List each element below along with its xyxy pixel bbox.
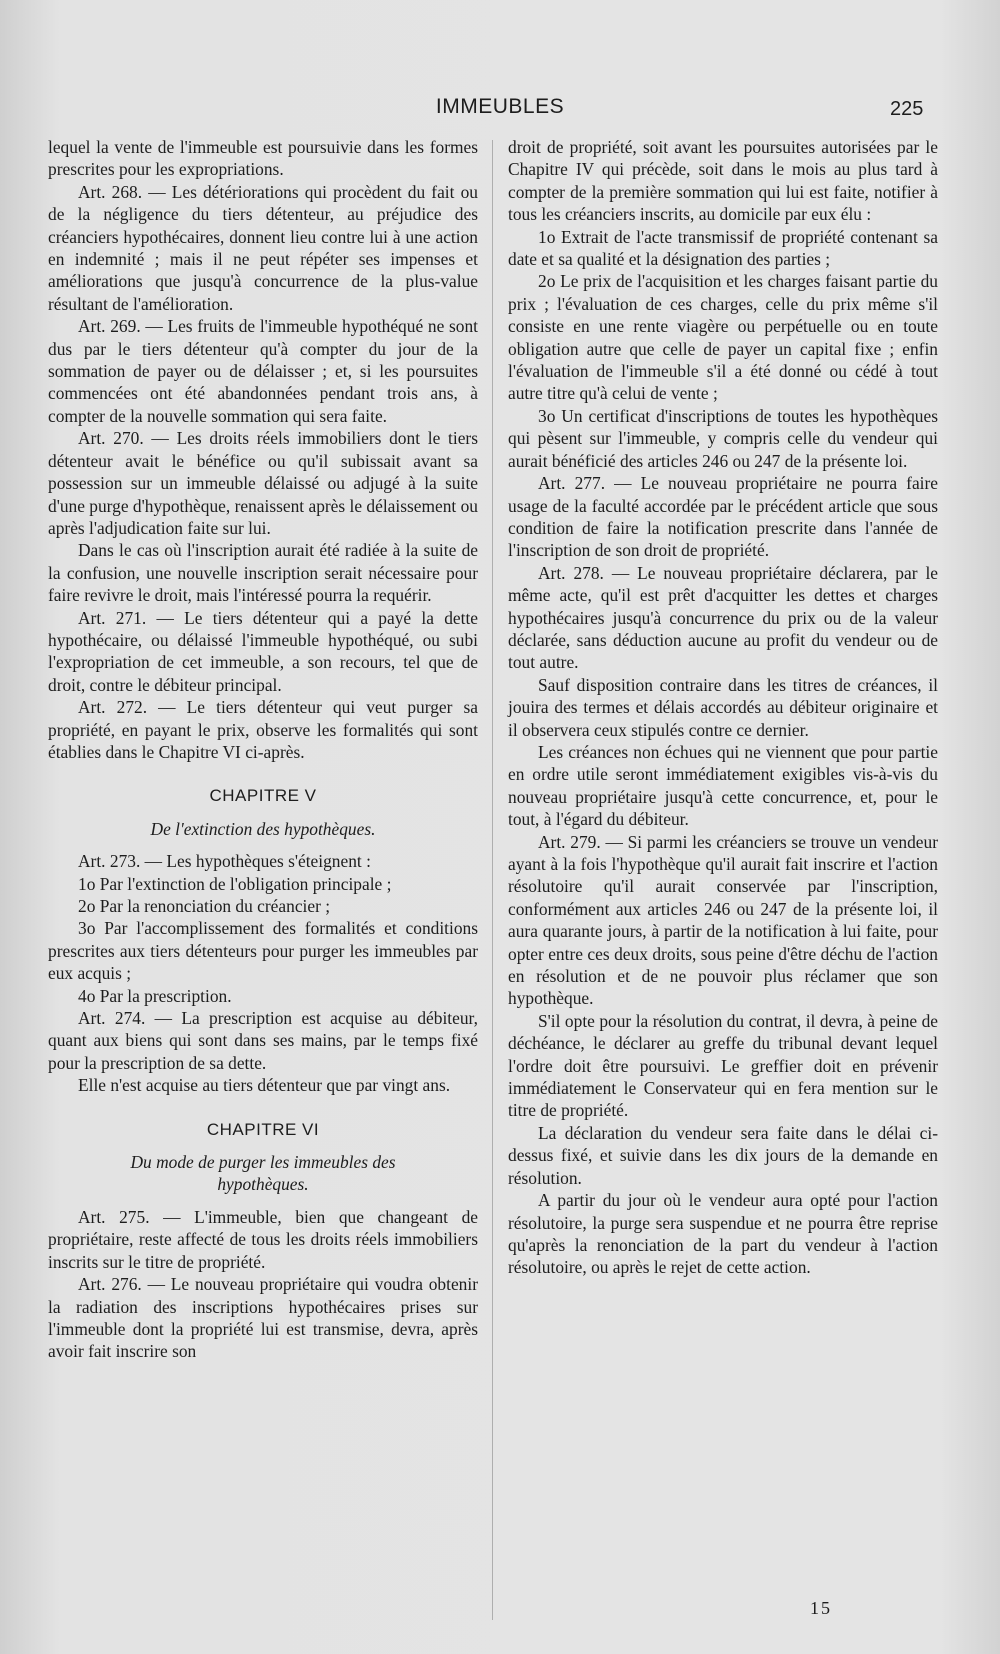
paragraph: Les créances non échues qui ne viennent que pour partie en ordre utile seront immédiatement exigibles vis-à-vis du nouveau propriétaire jusqu'à cette concurrence, et, pour le tout, à l'égard du débiteur. (508, 741, 938, 830)
paragraph: Art. 270. — Les droits réels immobiliers dont le tiers détenteur avait le bénéfice ou qu'il subissait avant sa possession sur un immeuble délaissé ou adjugé à la suite d'une purge d'hypothèque, renaissent après le délaissement ou après l'adjudication faite sur lui. (48, 428, 478, 538)
paragraph: 2o Le prix de l'acquisition et les charges faisant partie du prix ; l'évaluation de ces charges, celle du prix même s'il consiste en une rente viagère ou perpétuelle ou en toute obligation autre que celle de payer un capital fixe ; enfin l'évaluation de l'immeuble s'il a été donné ou cédé à tout autre titre qu'à celui de vente ; (508, 271, 938, 404)
chapter-heading: CHAPITRE VI (206, 1119, 320, 1139)
right-column (508, 136, 938, 1279)
paragraph: A partir du jour où le vendeur aura opté pour l'action résolutoire, la purge sera suspendue et ne pourra être reprise qu'après la renonciation de la part du vendeur à l'action résolutoire, ou après le rejet de cette action. (508, 1190, 938, 1278)
paragraph: 1o Extrait de l'acte transmissif de propriété contenant sa date et sa qualité et la désignation des parties ; (508, 226, 938, 270)
paragraph: S'il opte pour la résolution du contrat, il devra, à peine de déchéance, le déclarer au greffe du tribunal devant lequel l'ordre doit être poursuivi. Le greffier doit en prévenir immédiatement le Conservateur qui en fera mention sur le titre de propriété. (508, 1010, 938, 1121)
running-title: IMMEUBLES (435, 95, 565, 118)
paragraph: Art. 275. — L'immeuble, bien que changeant de propriétaire, reste affecté de tous les droits réels immobiliers inscrits sur le titre de propriété. (48, 1206, 478, 1272)
page-number: 225 (890, 98, 924, 120)
paragraph: 2o Par la renonciation du créancier ; (78, 896, 331, 916)
paragraph: 3o Un certificat d'inscriptions de toutes les hypothèques qui pèsent sur l'immeuble, y compris celle du vendeur qui aurait bénéficié des articles 246 ou 247 de la présente loi. (508, 405, 938, 471)
left-column (48, 136, 478, 1363)
paragraph: La déclaration du vendeur sera faite dans le délai ci-dessus fixé, et suivie dans les dix jours de la demande en résolution. (508, 1122, 938, 1188)
paragraph: Art. 268. — Les détériorations qui procèdent du fait ou de la négligence du tiers détenteur, au préjudice des créanciers hypothécaires, donnent lieu contre lui à une action en indemnité ; mais il ne peut répéter ses impenses et améliorations que jusqu'à concurrence de la plus-value résultant de l'amélioration. (48, 181, 478, 314)
chapter-heading: CHAPITRE V (209, 786, 317, 806)
paragraph: Art. 274. — La prescription est acquise au débiteur, quant aux biens qui sont dans ses mains, par le temps fixé pour la prescription de sa dette. (48, 1008, 478, 1073)
paragraph: 3o Par l'accomplissement des formalités et conditions prescrites aux tiers détenteurs pour purger les immeubles par eux acquis ; (48, 918, 478, 984)
paragraph: Art. 273. — Les hypothèques s'éteignent : (78, 851, 371, 872)
paragraph: Elle n'est acquise au tiers détenteur que par vingt ans. (78, 1075, 451, 1096)
column-divider (492, 140, 493, 1620)
paragraph: Dans le cas où l'inscription aurait été radiée à la suite de la confusion, une nouvelle inscription serait nécessaire pour faire revivre le droit, mais l'intéressé pourra la requérir. (48, 540, 478, 606)
paragraph-continuation: droit de propriété, soit avant les poursuites autorisées par le Chapitre IV qui précède, soit dans le mois au plus tard à compter de la première sommation qui lui est faite, notifier à tous les créanciers inscrits, au domicile par eux élu : (508, 137, 938, 225)
paragraph: 4o Par la prescription. (78, 985, 232, 1006)
chapter-subtitle: Du mode de purger les immeubles des hypothèques. (130, 1152, 396, 1195)
paragraph: Art. 277. — Le nouveau propriétaire ne pourra faire usage de la faculté accordée par le précédent article que sous condition de faire la notification prescrite dans l'année de l'inscription de son droit de propriété. (508, 473, 938, 561)
paragraph: Art. 276. — Le nouveau propriétaire qui voudra obtenir la radiation des inscriptions hypothécaires prises sur l'immeuble dont la propriété lui est transmise, devra, après avoir fait inscrire son (48, 1274, 478, 1362)
signature-mark: 15 (810, 1598, 832, 1618)
paragraph-continuation: lequel la vente de l'immeuble est poursuivie dans les formes prescrites pour les expropriations. (48, 137, 478, 180)
paragraph: 1o Par l'extinction de l'obligation principale ; (78, 873, 392, 894)
paragraph: Art. 271. — Le tiers détenteur qui a payé la dette hypothécaire, ou délaissé l'immeuble hypothéqué, ou subi l'expropriation de cet immeuble, a son recours, tel que de droit, contre le débiteur principal. (48, 607, 478, 695)
paragraph: Art. 278. — Le nouveau propriétaire déclarera, par le même acte, qu'il est prêt d'acquitter les dettes et charges hypothécaires jusqu'à concurrence du prix ou de la valeur déclarée, sans déduction aucune au profit du vendeur ou de tout autre. (508, 562, 938, 673)
paragraph: Art. 279. — Si parmi les créanciers se trouve un vendeur ayant à la fois l'hypothèque qu'il aurait fait inscrire et l'action résolutoire qu'il aurait conservée par l'inscription, conformément aux articles 246 ou 247 de la présente loi, il aura quarante jours, à partir de la notification à lui faite, pour opter entre ces deux droits, sous peine d'être déchu de l'action en résolution et de ne pouvoir plus réclamer que son hypothèque. (508, 831, 938, 1009)
paragraph: Sauf disposition contraire dans les titres de créances, il jouira des termes et délais accordés au débiteur originaire et il observera ceux stipulés contre ce dernier. (508, 674, 938, 740)
chapter-subtitle: De l'extinction des hypothèques. (150, 818, 376, 839)
paragraph: Art. 272. — Le tiers détenteur qui veut purger sa propriété, en payant le prix, observe les formalités qui sont établies dans le Chapitre VI ci-après. (48, 697, 478, 762)
paragraph: Art. 269. — Les fruits de l'immeuble hypothéqué ne sont dus par le tiers détenteur qu'à compter du jour de la sommation de payer ou de délaisser ; et, si les poursuites commencées ont été abandonnées pendant trois ans, à compter de la nouvelle sommation qui sera faite. (48, 316, 478, 426)
